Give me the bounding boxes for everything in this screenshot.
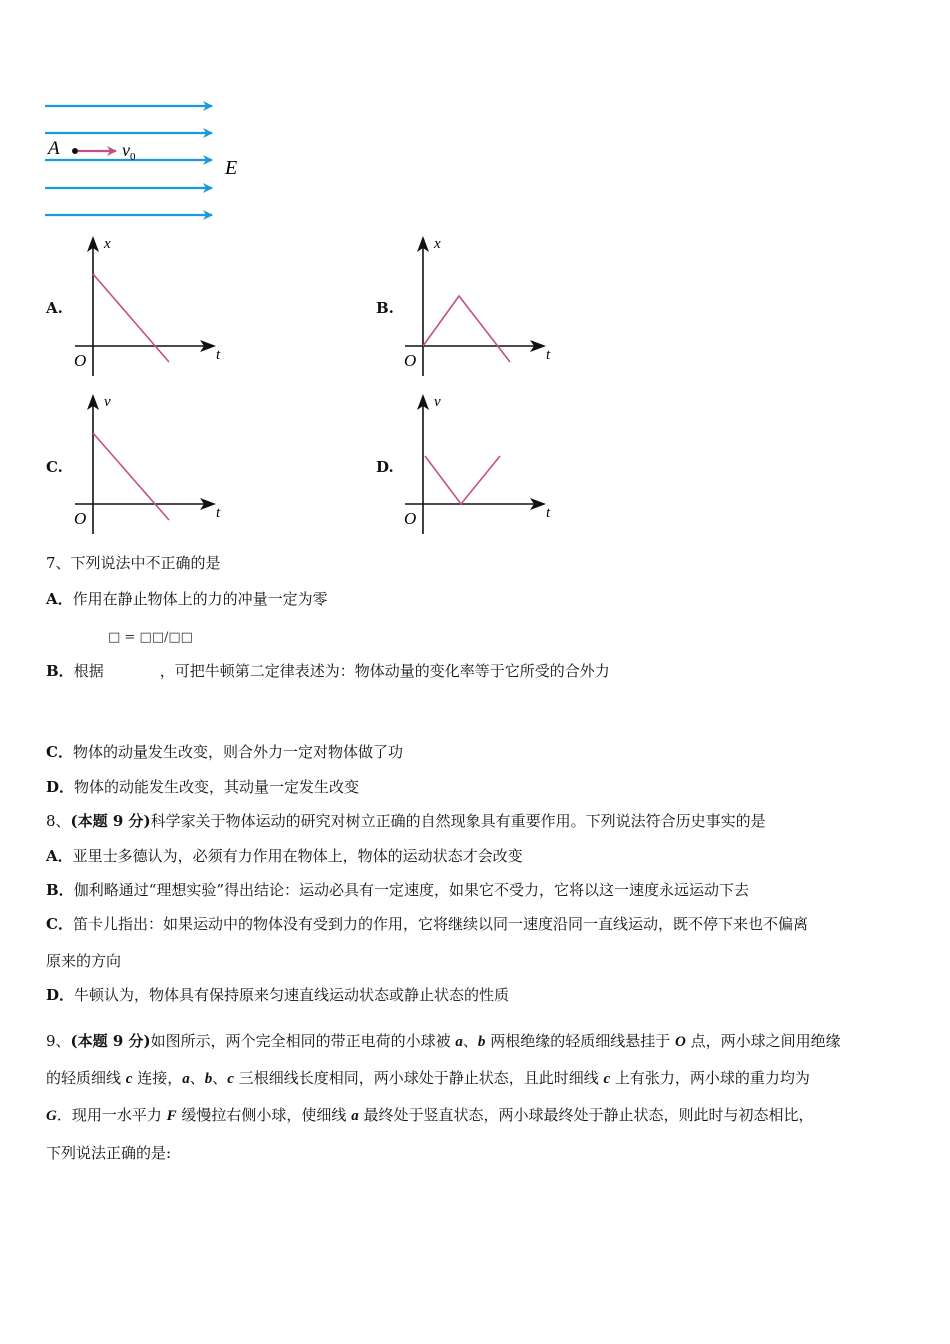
- q8-option-c: [46, 913, 808, 934]
- field-lines: [45, 106, 212, 215]
- q9-var-a-3: a: [351, 1108, 359, 1124]
- q9-var-g: G: [46, 1108, 57, 1124]
- field-label: E: [225, 157, 238, 179]
- q9-line2-part-c: 三根细线长度相同，两小球处于静止状态，且此时细线: [233, 1069, 604, 1087]
- q9-var-f: F: [166, 1108, 177, 1124]
- q9-line1-part-a: 如图所示，两个完全相同的带正电荷的小球被: [150, 1032, 456, 1050]
- q9-line1-part-b: 两根绝缘的轻质细线悬挂于: [485, 1032, 675, 1050]
- q8-option-d-text: 牛顿认为，物体具有保持原来匀速直线运动状态或静止状态的性质: [74, 986, 510, 1004]
- q7-option-a-text: 作用在静止物体上的力的冲量一定为零: [72, 590, 328, 608]
- graph-a-x-label: t: [216, 347, 221, 363]
- velocity-label: $v_0$: [122, 140, 136, 163]
- q9-line-2: [46, 1067, 810, 1088]
- q7-option-a-label: A．: [46, 590, 73, 608]
- q8-option-d-label: D．: [46, 986, 75, 1004]
- q9-line1-part-c: 点，两小球之间用绝缘: [685, 1032, 841, 1050]
- graph-d: [400, 390, 565, 538]
- point-label: A: [48, 138, 60, 159]
- q9-sep: 、: [462, 1032, 478, 1050]
- q8-option-c-text: 笛卡儿指出：如果运动中的物体没有受到力的作用，它将继续以同一速度沿同一直线运动，既不停下来也不偏离: [72, 915, 808, 933]
- graph-a-line: [93, 274, 169, 362]
- q8-option-c-continued: 原来的方向: [46, 952, 122, 970]
- charge-point: [72, 148, 78, 154]
- graph-d-origin: O: [404, 509, 417, 528]
- q9-var-c-2: c: [227, 1071, 234, 1087]
- q7-stem: 7、下列说法中不正确的是: [46, 554, 221, 572]
- graph-a-origin: O: [74, 351, 87, 370]
- q8-option-a: [46, 845, 523, 866]
- q9-var-b-2: b: [204, 1071, 213, 1087]
- q7-option-c-label: C．: [46, 743, 73, 761]
- q9-points: (本题 9 分): [70, 1032, 151, 1050]
- q9-var-a: a: [455, 1034, 463, 1050]
- q9-line2-part-d: 上有张力，两小球的重力均为: [610, 1069, 810, 1087]
- q8-option-c-label: C．: [46, 915, 73, 933]
- q8-stem: [46, 810, 766, 831]
- graph-b-x-label: t: [546, 347, 551, 363]
- q9-var-c: c: [125, 1071, 133, 1087]
- q9-var-o: O: [674, 1034, 686, 1050]
- q9-line3-part-c: 最终处于竖直状态，两小球最终处于静止状态，则此时与初态相比，: [358, 1106, 814, 1124]
- q8-option-d: [46, 984, 509, 1005]
- graph-a-y-label: x: [104, 236, 111, 252]
- q7-option-b-label: B．: [46, 662, 74, 680]
- q7-option-c-text: 物体的动量发生改变，则合外力一定对物体做了功: [72, 743, 403, 761]
- graph-d-x-label: t: [546, 505, 551, 521]
- q9-line3-part-b: 缓慢拉右侧小球，使细线: [176, 1106, 352, 1124]
- q8-points: (本题 9 分): [70, 812, 151, 830]
- q8-number: 8、: [46, 812, 71, 830]
- graph-c-y-label: v: [104, 394, 111, 410]
- q9-line-4: 下列说法正确的是:: [46, 1144, 172, 1162]
- q9-line-1: [46, 1030, 841, 1051]
- graph-c-origin: O: [74, 509, 87, 528]
- graph-a: [70, 232, 235, 380]
- graph-c-x-label: t: [216, 505, 221, 521]
- graph-d-line: [425, 456, 500, 504]
- q8-option-a-label: A．: [46, 847, 73, 865]
- option-c-label: C.: [46, 458, 63, 476]
- option-d-label: D.: [376, 458, 394, 476]
- q7-option-a: [46, 588, 328, 609]
- q7-option-b-formula: □ = □□/□□: [108, 630, 193, 645]
- q7-option-d: [46, 776, 359, 797]
- electric-field-figure: [40, 92, 260, 228]
- q8-option-b: [46, 879, 749, 900]
- q9-sep-3: 、: [212, 1069, 228, 1087]
- q9-number: 9、: [46, 1032, 71, 1050]
- q9-line3-part-a: ．现用一水平力: [56, 1106, 167, 1124]
- option-b-label: B.: [376, 299, 394, 317]
- option-a-label: A.: [46, 299, 63, 317]
- graph-b-y-label: x: [434, 236, 441, 252]
- q8-option-b-label: B．: [46, 881, 74, 899]
- graph-c-line: [93, 433, 169, 520]
- q7-option-b-text-after: ，可把牛顿第二定律表述为：物体动量的变化率等于它所受的合外力: [159, 662, 610, 680]
- q9-var-a-2: a: [182, 1071, 190, 1087]
- q8-option-a-text: 亚里士多德认为，必须有力作用在物体上，物体的运动状态才会改变: [72, 847, 523, 865]
- q9-line2-part-a: 的轻质细线: [46, 1069, 126, 1087]
- q7-option-d-text: 物体的动能发生改变，其动量一定发生改变: [74, 778, 360, 796]
- q8-stem-text: 科学家关于物体运动的研究对树立正确的自然现象具有重要作用。下列说法符合历史事实的是: [150, 812, 766, 830]
- q9-sep-2: 、: [189, 1069, 205, 1087]
- q8-option-b-text: 伽利略通过“理想实验”得出结论：运动必具有一定速度，如果它不受力，它将以这一速度永远运动下去: [73, 881, 750, 899]
- graph-c: [70, 390, 235, 538]
- q7-option-c: [46, 741, 403, 762]
- graph-b-origin: O: [404, 351, 417, 370]
- graph-b-line: [423, 296, 510, 362]
- q7-option-b-text-before: 根据: [73, 662, 104, 680]
- graph-d-y-label: v: [434, 394, 441, 410]
- q9-var-c-3: c: [603, 1071, 611, 1087]
- graph-b: [400, 232, 565, 380]
- q7-option-b: [46, 660, 610, 681]
- q9-var-b: b: [477, 1034, 486, 1050]
- q9-line2-part-b: 连接，: [132, 1069, 183, 1087]
- q9-line-3: [46, 1104, 813, 1125]
- q7-option-d-label: D．: [46, 778, 75, 796]
